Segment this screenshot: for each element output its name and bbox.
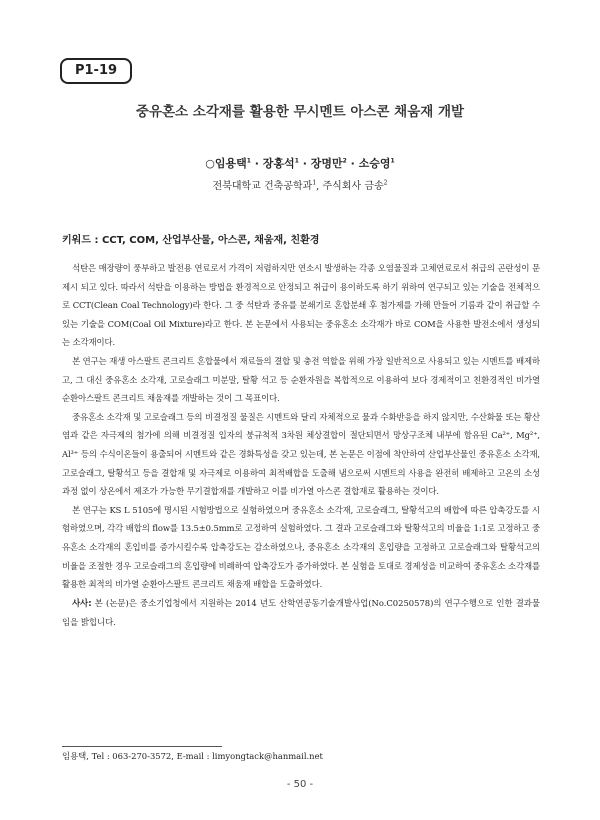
- affiliation-sup: 2: [383, 179, 388, 187]
- footnote-divider: [62, 746, 222, 747]
- author-list: [0, 155, 600, 171]
- affiliation: 전북대학교 건축공학과: [212, 181, 313, 192]
- body-paragraph: 본 연구는 KS L 5105에 명시된 시험방법으로 실험하였으며 중유혼소 소각재, 고로슬래그, 탈황석고의 배합에 따른 압축강도를 시험하였으며, 각각 배합의 flow를 13.5±0.5mm로 고정하여 실험하였다. 그 결과 고로슬래그와 탈황석고의 비율을 1:1로 고정하고 중유혼소 소각재의 혼입비를 증가시킬수록 압축강도는 감소하였으나, 중유혼소 소각재의 혼입량을 고정하고 고로슬래그와 탈황석고의 비율을 조절한 경우 고로슬래그의 혼입량에 비례하여 압축강도가 증가하였다. 본 실험을 토대로 경제성을 비교하여 중유혼소 소각재를 활용한 최적의 비가열 순환아스팔트 콘크리트 채움재 배합을 도출하였다.: [62, 504, 540, 590]
- author-separator: ·: [298, 157, 311, 170]
- acknowledgement-label: 사사:: [72, 598, 92, 608]
- affiliation-separator: ,: [316, 181, 323, 192]
- poster-id-badge: P1-19: [60, 58, 132, 84]
- author-affil-sup: 1: [294, 157, 299, 165]
- affiliation-line: [0, 177, 600, 192]
- author-name: 장명만: [310, 157, 343, 170]
- author-name: 소승영: [358, 157, 391, 170]
- author-separator: ·: [250, 157, 263, 170]
- footnote-contact: 임용택, Tel : 063-270-3572, E-mail : limyongtack@hanmail.net: [62, 751, 323, 761]
- acknowledgement: [62, 594, 540, 631]
- page-number: - 50 -: [286, 779, 314, 790]
- affiliation: 주식회사 금송: [322, 181, 384, 192]
- affiliation-sup: 1: [312, 179, 317, 187]
- author-name: 임용택: [214, 157, 247, 170]
- keywords: 키워드 : CCT, COM, 산업부산물, 아스콘, 채움재, 친환경: [62, 235, 320, 246]
- author-separator: ·: [346, 157, 359, 170]
- author-name: 장홍석: [262, 157, 295, 170]
- body-paragraph: 중유혼소 소각재 및 고로슬래그 등의 비결정질 물질은 시멘트와 달리 자체적으로 물과 수화반응을 하지 않지만, 수산화물 또는 황산염과 같은 자극제의 첨가에 의해 비결정질 입자의 붕규척적 3차원 체상결합이 절단되면서 망상구조체 내부에 함유된 Ca²⁺, Mg²⁺, Al³⁺ 등의 수식이온들이 용출되어 시멘트와 같은 경화특성을 갖고 있는데, 본 논문은 이점에 착안하여 산업부산물인 중유혼소 소각재, 고로슬래그, 탈황석고 등을 결합재 및 자극제로 이용하여 최적배합을 도출해 냄으로써 시멘트의 사용을 완전히 배제하고 고온의 소성과정 없이 상온에서 제조가 가능한 무기결합재를 개발하고 이를 비가열 아스콘 결합재로 활용하는 것이다.: [62, 411, 540, 497]
- author-affil-sup: 1: [390, 157, 395, 165]
- paper-title: 중유혼소 소각재를 활용한 무시멘트 아스콘 채움재 개발: [135, 104, 465, 120]
- acknowledgement-text: 본 (논문)은 중소기업청에서 지원하는 2014 년도 산학연공동기술개발사업(No.C0250578)의 연구수행으로 인한 결과물임을 밝힙니다.: [62, 598, 540, 627]
- abstract-body: [62, 259, 540, 594]
- presenter-marker: ○: [205, 157, 215, 170]
- body-paragraph: 본 연구는 재생 아스팔트 콘크리트 혼합물에서 재료들의 결합 및 충전 역할을 위해 가장 일반적으로 사용되고 있는 시멘트를 배제하고, 그 대신 중유혼소 소각재, 고로슬래그 미분말, 탈황 석고 등 순환자원을 복합적으로 이용하여 보다 경제적이고 친환경적인 비가열 순환아스팔트 콘크리트 채움재를 개발하는 것이 그 목표이다.: [62, 355, 540, 404]
- body-paragraph: 석탄은 매장량이 풍부하고 발전용 연료로서 가격이 저렴하지만 연소시 발생하는 각종 오염물질과 고체연료로서 취급의 곤란성이 문제시 되고 있다. 따라서 석탄을 이용하는 방법을 환경적으로 안정되고 취급이 용이하도록 하기 위하여 연구되고 있는 기술을 전체적으로 CCT(Clean Coal Technology)라 한다. 그 중 석탄과 중유를 분쇄기로 혼합분쇄 후 첨가제를 가해 만들어 기름과 같이 취급할 수 있는 기술을 COM(Coal Oil Mixture)라고 한다. 본 논문에서 사용되는 중유혼소 소각재가 바로 COM을 사용한 발전소에서 생성되는 소각재이다.: [62, 263, 540, 348]
- author-affil-sup: 1: [246, 157, 251, 165]
- author-affil-sup: 2: [342, 157, 347, 165]
